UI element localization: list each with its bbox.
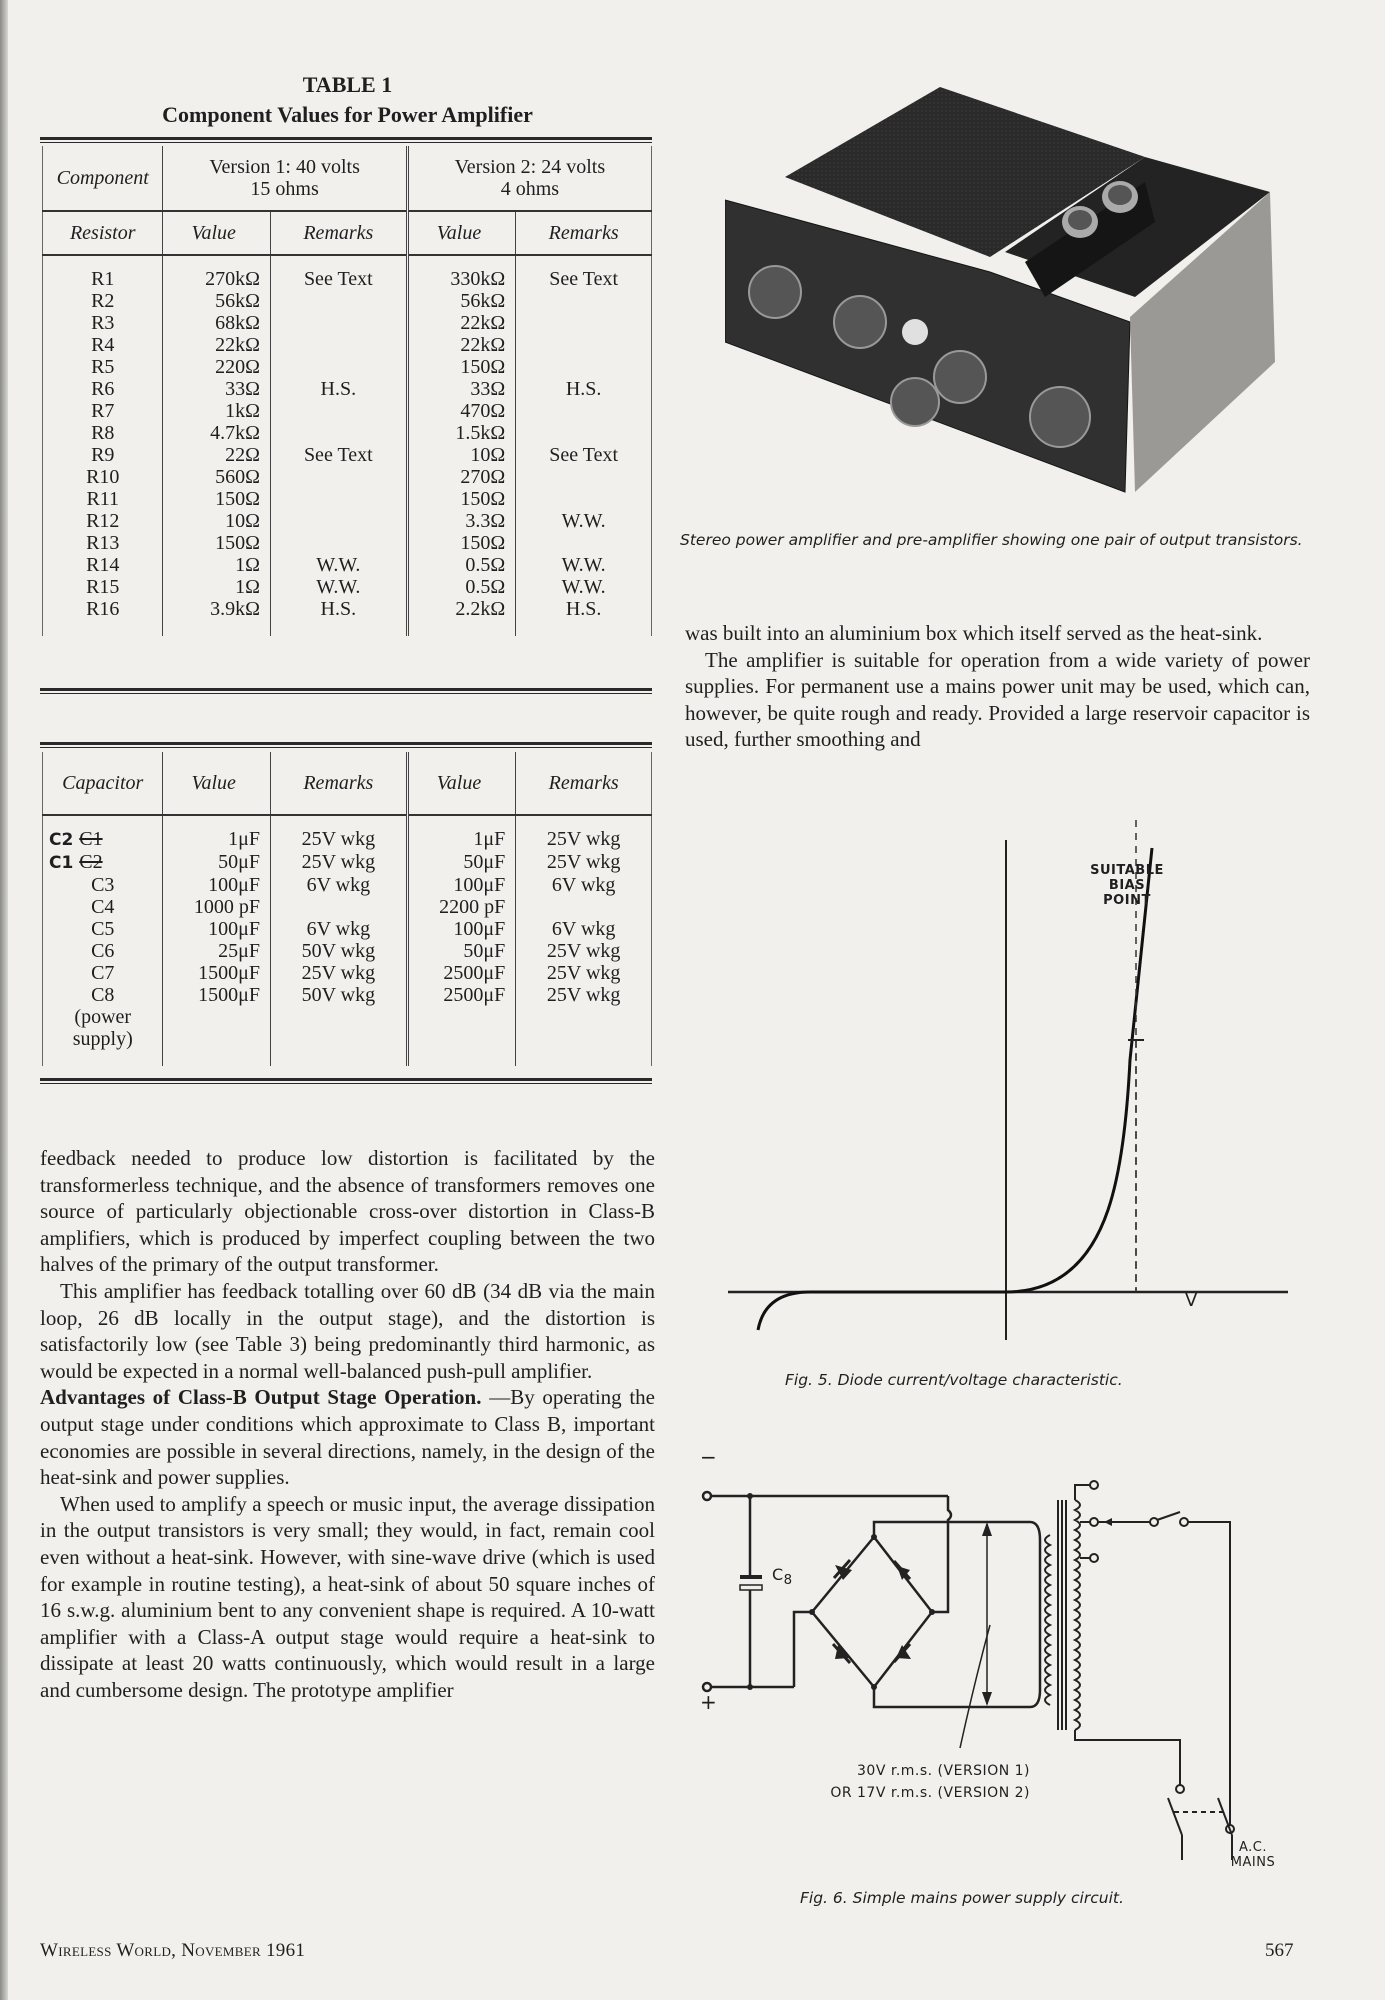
table-row — [43, 444, 652, 466]
resistor-remarks-v1 — [270, 290, 407, 312]
capacitor-footnote — [43, 1006, 163, 1066]
resistor-footnote — [43, 620, 163, 636]
resistor-remarks-v1 — [270, 510, 407, 532]
resistor-name: R6 — [43, 378, 163, 400]
cap-remarks-col-header: Remarks — [270, 752, 407, 815]
capacitor-value-v2: 2500μF — [407, 962, 516, 984]
resistor-name: R14 — [43, 554, 163, 576]
page-binding-edge — [0, 0, 8, 2000]
spacer — [516, 1006, 652, 1066]
version1-title: Version 1: 40 volts — [209, 156, 360, 178]
resistor-remarks-v1 — [270, 532, 407, 554]
spacer — [163, 1006, 270, 1066]
resistor-value-v1: 4.7kΩ — [163, 422, 270, 444]
table-row — [43, 312, 652, 334]
capacitor-remarks-v2: 25V wkg — [516, 984, 652, 1006]
resistor-remarks-v2 — [516, 290, 652, 312]
table-row — [43, 896, 652, 918]
capacitor-name: C5 — [43, 918, 163, 940]
struck-label: C2 — [79, 851, 103, 873]
spacer — [407, 620, 516, 636]
table-subtitle: Component Values for Power Amplifier — [162, 102, 533, 127]
resistor-remarks-v1 — [270, 334, 407, 356]
resistor-value-v1: 560Ω — [163, 466, 270, 488]
table-bottom-rule — [40, 1078, 652, 1084]
cap-remarks2-col-header: Remarks — [516, 752, 652, 815]
value-col-header: Value — [163, 211, 270, 255]
resistor-remarks-v2 — [516, 532, 652, 554]
capacitor-value-v2: 50μF — [407, 940, 516, 962]
capacitor-value-v1: 50μF — [163, 851, 270, 874]
section-heading: Advantages of Class-B Output Stage Operation. — [40, 1385, 482, 1410]
resistor-remarks-v2: See Text — [516, 255, 652, 290]
resistor-value-v1: 1Ω — [163, 576, 270, 598]
table-row — [43, 940, 652, 962]
resistor-value-v2: 56kΩ — [407, 290, 516, 312]
version1-header — [163, 146, 407, 211]
resistor-remarks-v2: H.S. — [516, 378, 652, 400]
table-row — [43, 598, 652, 620]
table-row — [43, 255, 652, 290]
handwritten-correction: C2 — [49, 830, 80, 850]
table-row — [43, 488, 652, 510]
right-column-text — [685, 620, 1310, 753]
capacitor-remarks-v2: 25V wkg — [516, 940, 652, 962]
page-number: 567 — [1265, 1940, 1294, 1961]
resistor-remarks-v2: W.W. — [516, 510, 652, 532]
paragraph-aluminium-box: was built into an aluminium box which itself served as the heat-sink. — [685, 621, 1263, 645]
photo-caption: Stereo power amplifier and pre-amplifier showing one pair of output transistors. — [680, 531, 1303, 549]
resistor-remarks-v1 — [270, 466, 407, 488]
capacitor-name: C4 — [43, 896, 163, 918]
resistor-value-v2: 10Ω — [407, 444, 516, 466]
capacitor-remarks-v1: 50V wkg — [270, 984, 407, 1006]
capacitor-remarks-v1: 25V wkg — [270, 962, 407, 984]
resistor-value-v1: 22Ω — [163, 444, 270, 466]
resistor-remarks-v1: W.W. — [270, 576, 407, 598]
resistor-remarks-v1: H.S. — [270, 378, 407, 400]
remarks-col-header: Remarks — [270, 211, 407, 255]
capacitor-remarks-v1: 6V wkg — [270, 918, 407, 940]
cap-subscript: 8 — [783, 1573, 793, 1589]
table-row — [43, 554, 652, 576]
component-header: Component — [43, 146, 163, 211]
resistor-name: R5 — [43, 356, 163, 378]
capacitor-remarks-v1 — [270, 896, 407, 918]
resistor-value-v1: 150Ω — [163, 488, 270, 510]
capacitor-remarks-v1: 25V wkg — [270, 851, 407, 874]
resistor-name: R7 — [43, 400, 163, 422]
resistor-value-v2: 2.2kΩ — [407, 598, 516, 620]
resistor-subheader-row — [43, 211, 652, 255]
capacitor-value-v1: 100μF — [163, 874, 270, 896]
journal-footer: Wireless World, November 1961 — [40, 1940, 306, 1961]
capacitor-value-v2: 100μF — [407, 874, 516, 896]
resistor-name: R12 — [43, 510, 163, 532]
resistor-value-v1: 1Ω — [163, 554, 270, 576]
capacitor-remarks-v2: 25V wkg — [516, 962, 652, 984]
remarks2-col-header: Remarks — [516, 211, 652, 255]
version1-ohms: 15 ohms — [250, 178, 319, 200]
table-row — [43, 984, 652, 1006]
resistor-remarks-v1 — [270, 488, 407, 510]
resistor-remarks-v2 — [516, 356, 652, 378]
resistor-remarks-v2 — [516, 312, 652, 334]
cap-value2-col-header: Value — [407, 752, 516, 815]
capacitor-value-v1: 1500μF — [163, 984, 270, 1006]
capacitor-value-v2: 50μF — [407, 851, 516, 874]
capacitor-value-v1: 25μF — [163, 940, 270, 962]
paragraph-feedback: feedback needed to produce low distortion is facilitated by the transformerless technique, and the absence of transformers removes one source of particularly objectionable cross-over distortion in Class-B amplifiers, which is produced by imperfect coupling between the two halves of the primary of the output transformer. — [40, 1146, 655, 1277]
c8-note-line1: (power — [74, 1006, 132, 1028]
resistor-remarks-v1: See Text — [270, 444, 407, 466]
capacitor-remarks-v1: 50V wkg — [270, 940, 407, 962]
resistor-value-v2: 150Ω — [407, 356, 516, 378]
resistor-remarks-v2 — [516, 334, 652, 356]
resistor-remarks-v1: W.W. — [270, 554, 407, 576]
paragraph-feedback-total: This amplifier has feedback totalling over 60 dB (34 dB via the main loop, 26 dB locally in the output stage), and the distortion is satisfactorily low (see Table 3) being predominantly third harmonic, as would be expected in a normal well-balanced push-pull amplifier. — [40, 1278, 655, 1383]
table-row — [43, 466, 652, 488]
resistor-value-v2: 0.5Ω — [407, 554, 516, 576]
handwritten-correction: C1 — [49, 853, 80, 873]
resistor-value-v2: 1.5kΩ — [407, 422, 516, 444]
capacitor-remarks-v2: 6V wkg — [516, 918, 652, 940]
capacitor-value-v1: 100μF — [163, 918, 270, 940]
value2-col-header: Value — [407, 211, 516, 255]
left-column-text — [40, 1145, 655, 1703]
table-row — [43, 918, 652, 940]
resistor-value-v1: 220Ω — [163, 356, 270, 378]
capacitor-name — [43, 815, 163, 851]
table-mid-rule — [40, 688, 652, 694]
resistor-remarks-v2: W.W. — [516, 576, 652, 598]
table-row — [43, 510, 652, 532]
resistor-value-v2: 270Ω — [407, 466, 516, 488]
resistor-name: R16 — [43, 598, 163, 620]
spacer — [270, 1006, 407, 1066]
capacitor-remarks-v1: 6V wkg — [270, 874, 407, 896]
voltage-version2: OR 17V r.m.s. (VERSION 2) — [830, 1785, 1030, 1801]
fig6-caption: Fig. 6. Simple mains power supply circuit. — [800, 1889, 1124, 1907]
resistor-value-v1: 150Ω — [163, 532, 270, 554]
table-row — [43, 356, 652, 378]
bias-label-line2: BIAS — [1108, 878, 1146, 893]
resistor-remarks-v2 — [516, 466, 652, 488]
resistor-value-v1: 3.9kΩ — [163, 598, 270, 620]
capacitor-value-v1: 1000 pF — [163, 896, 270, 918]
table-row — [43, 962, 652, 984]
resistor-value-v2: 470Ω — [407, 400, 516, 422]
version-header-row — [43, 146, 652, 211]
paragraph-dissipation: When used to amplify a speech or music input, the average dissipation in the output transistors is very small; they would, in fact, remain cool even without a heat-sink. However, with sine-wave drive (which is used for example in routine testing), a heat-sink of about 50 square inches of 16 s.w.g. aluminium bent to any convenient shape is required. A 10-watt amplifier with a Class-A output stage would require a heat-sink to dissipate at least 20 watts continuously, which would result in a large and cumbersome design. The prototype amplifier — [40, 1491, 655, 1702]
table-row — [43, 874, 652, 896]
c8-note-line2: supply) — [72, 1028, 133, 1050]
resistor-value-v1: 10Ω — [163, 510, 270, 532]
table-row — [43, 815, 652, 851]
bias-label-line1: SUITABLE — [1090, 863, 1164, 878]
table-row — [43, 334, 652, 356]
capacitor-value-v2: 100μF — [407, 918, 516, 940]
resistor-remarks-v1: H.S. — [270, 598, 407, 620]
table-row — [43, 576, 652, 598]
resistor-name: R11 — [43, 488, 163, 510]
resistor-remarks-v1 — [270, 356, 407, 378]
iv-curve — [758, 848, 1152, 1330]
capacitor-subheader-row — [43, 752, 652, 815]
resistor-value-v1: 1kΩ — [163, 400, 270, 422]
table-title: TABLE 1 — [302, 72, 393, 97]
voltage-axis-label: V — [1185, 1290, 1198, 1311]
spacer — [270, 620, 407, 636]
capacitor-value-v1: 1500μF — [163, 962, 270, 984]
capacitor-name — [43, 851, 163, 874]
capacitor-value-v2: 1μF — [407, 815, 516, 851]
table-row — [43, 532, 652, 554]
resistor-value-v2: 33Ω — [407, 378, 516, 400]
capacitor-remarks-v2: 25V wkg — [516, 851, 652, 874]
paragraph-class-b — [40, 1384, 655, 1490]
resistor-col-header: Resistor — [43, 211, 163, 255]
mains-line2: MAINS — [1230, 1855, 1276, 1870]
resistor-table — [42, 146, 652, 636]
resistor-value-v2: 3.3Ω — [407, 510, 516, 532]
paragraph-power-supplies: The amplifier is suitable for operation from a wide variety of power supplies. For permanent use a mains power unit may be used, which can, however, be quite rough and ready. Provided a large reservoir capacitor is used, further smoothing and — [685, 647, 1310, 752]
resistor-value-v1: 22kΩ — [163, 334, 270, 356]
resistor-value-v2: 150Ω — [407, 532, 516, 554]
capacitor-remarks-v1: 25V wkg — [270, 815, 407, 851]
table-row — [43, 620, 652, 636]
table-top-rule — [40, 137, 652, 143]
table-row — [43, 422, 652, 444]
resistor-remarks-v1 — [270, 400, 407, 422]
section-body: —By operating the output stage under conditions which approximate to Class B, important economies are possible in several directions, namely, in the design of the heat-sink and power supplies. — [40, 1385, 656, 1490]
resistor-name: R15 — [43, 576, 163, 598]
resistor-value-v1: 56kΩ — [163, 290, 270, 312]
capacitor-remarks-v2: 25V wkg — [516, 815, 652, 851]
capacitor-name: C7 — [43, 962, 163, 984]
resistor-value-v2: 0.5Ω — [407, 576, 516, 598]
resistor-name: R1 — [43, 255, 163, 290]
resistor-name: R8 — [43, 422, 163, 444]
ac-mains-label — [1218, 1840, 1288, 1870]
spacer — [407, 1006, 516, 1066]
capacitor-name: C6 — [43, 940, 163, 962]
capacitor-c8-label — [772, 1565, 793, 1588]
table-row — [43, 1006, 652, 1066]
resistor-value-v1: 68kΩ — [163, 312, 270, 334]
bias-point-label — [1082, 863, 1172, 908]
fig5-diode-chart — [700, 820, 1300, 1340]
table-row — [43, 378, 652, 400]
table-row — [43, 851, 652, 874]
fig5-caption: Fig. 5. Diode current/voltage characteristic. — [785, 1371, 1123, 1389]
bias-label-line3: POINT — [1103, 893, 1151, 908]
capacitor-value-v2: 2200 pF — [407, 896, 516, 918]
resistor-remarks-v2: H.S. — [516, 598, 652, 620]
version2-ohms: 4 ohms — [500, 178, 560, 200]
resistor-value-v1: 270kΩ — [163, 255, 270, 290]
resistor-value-v2: 22kΩ — [407, 334, 516, 356]
resistor-value-v2: 150Ω — [407, 488, 516, 510]
resistor-remarks-v2 — [516, 400, 652, 422]
version2-header — [407, 146, 651, 211]
resistor-value-v2: 330kΩ — [407, 255, 516, 290]
resistor-name: R4 — [43, 334, 163, 356]
secondary-voltage-label — [780, 1760, 1030, 1804]
resistor-remarks-v2 — [516, 422, 652, 444]
resistor-remarks-v1 — [270, 422, 407, 444]
resistor-remarks-v2: W.W. — [516, 554, 652, 576]
table-row — [43, 290, 652, 312]
resistor-name: R9 — [43, 444, 163, 466]
capacitor-value-v2: 2500μF — [407, 984, 516, 1006]
positive-terminal-label: + — [700, 1690, 717, 1714]
cap-letter: C — [772, 1565, 784, 1584]
negative-terminal-label: − — [700, 1445, 717, 1469]
capacitor-value-v1: 1μF — [163, 815, 270, 851]
capacitor-name: C3 — [43, 874, 163, 896]
resistor-value-v2: 22kΩ — [407, 312, 516, 334]
table-cap-top-rule — [40, 742, 652, 748]
capacitor-name: C8 — [43, 984, 163, 1006]
resistor-remarks-v1 — [270, 312, 407, 334]
cap-value-col-header: Value — [163, 752, 270, 815]
spacer — [516, 620, 652, 636]
resistor-name: R3 — [43, 312, 163, 334]
amplifier-photo — [725, 82, 1280, 497]
resistor-name: R13 — [43, 532, 163, 554]
resistor-name: R2 — [43, 290, 163, 312]
capacitor-remarks-v2: 6V wkg — [516, 874, 652, 896]
resistor-value-v1: 33Ω — [163, 378, 270, 400]
spacer — [163, 620, 270, 636]
voltage-version1: 30V r.m.s. (VERSION 1) — [857, 1763, 1030, 1779]
resistor-remarks-v2: See Text — [516, 444, 652, 466]
mains-line1: A.C. — [1238, 1840, 1267, 1855]
version2-title: Version 2: 24 volts — [454, 156, 606, 178]
struck-label: C1 — [79, 828, 103, 850]
capacitor-remarks-v2 — [516, 896, 652, 918]
resistor-remarks-v2 — [516, 488, 652, 510]
table-row — [43, 400, 652, 422]
resistor-remarks-v1: See Text — [270, 255, 407, 290]
capacitor-col-header: Capacitor — [43, 752, 163, 815]
capacitor-table — [42, 752, 652, 1066]
resistor-name: R10 — [43, 466, 163, 488]
